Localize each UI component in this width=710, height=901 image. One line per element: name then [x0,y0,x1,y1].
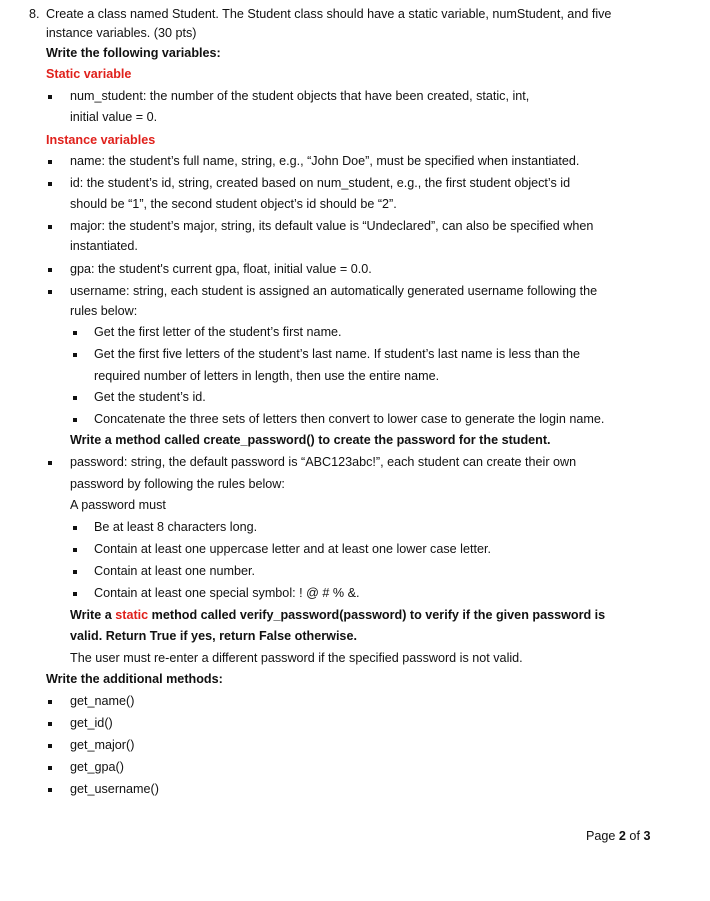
password-rule-3: Contain at least one number. [94,564,256,578]
instance-item-password-cont: password by following the rules below: [70,477,285,491]
static-item-num-student-cont: initial value = 0. [70,110,158,124]
bullet-icon [48,95,52,99]
static-item-num-student: num_student: the number of the student objects that have been created, static, int, [70,89,530,103]
password-rule-2: Contain at least one uppercase letter and at least one lower case letter. [94,542,491,556]
password-must-label: A password must [70,498,166,512]
write-variables-heading: Write the following variables: [46,46,221,60]
static-variable-heading: Static variable [46,67,132,81]
footer-of-label: of [625,829,644,843]
bullet-icon [48,766,52,770]
footer-total-pages: 3 [643,829,651,843]
instance-item-gpa: gpa: the student's current gpa, float, initial value = 0.0. [70,262,372,276]
instance-item-username: username: string, each student is assigned an automatically generated username following the [70,284,598,298]
bullet-icon [73,331,77,335]
instance-item-major: major: the student’s major, string, its default value is “Undeclared”, can also be specified when [70,219,594,233]
bullet-icon [48,290,52,294]
bullet-icon [73,353,77,357]
verify-password-instruction-cont: valid. Return True if yes, return False otherwise. [70,629,357,643]
question-number: 8. [29,7,40,21]
instance-item-id: id: the student’s id, string, created based on num_student, e.g., the first student object’s id [70,176,571,190]
username-rule-2: Get the first five letters of the student’s last name. If student’s last name is less than the [94,347,581,361]
bullet-icon [73,548,77,552]
bullet-icon [73,418,77,422]
reenter-password-note: The user must re-enter a different password if the specified password is not valid. [70,651,523,665]
verify-password-instruction [70,607,605,623]
instance-item-name: name: the student’s full name, string, e.g., “John Doe”, must be specified when instantiated. [70,154,580,168]
method-item: get_username() [70,782,159,796]
instance-item-username-cont: rules below: [70,304,138,318]
username-rule-1: Get the first letter of the student’s first name. [94,325,342,339]
username-rule-4: Concatenate the three sets of letters then convert to lower case to generate the login name. [94,412,605,426]
bullet-icon [48,160,52,164]
bullet-icon [48,182,52,186]
method-item: get_gpa() [70,760,124,774]
instance-item-major-cont: instantiated. [70,239,138,253]
bullet-icon [48,225,52,229]
instance-variables-heading: Instance variables [46,133,156,147]
page-footer [586,829,650,843]
bullet-icon [48,788,52,792]
bullet-icon [73,570,77,574]
bullet-icon [73,592,77,596]
intro-line-1: Create a class named Student. The Student class should have a static variable, numStudent, and five [46,7,612,21]
bullet-icon [48,700,52,704]
bullet-icon [48,268,52,272]
username-rule-2-cont: required number of letters in length, then use the entire name. [94,369,440,383]
method-item: get_id() [70,716,113,730]
bullet-icon [73,526,77,530]
password-rule-4: Contain at least one special symbol: ! @ # % &. [94,586,360,600]
bullet-icon [48,744,52,748]
footer-current-page: 2 [618,829,626,843]
create-password-instruction: Write a method called create_password() to create the password for the student. [70,433,551,447]
bullet-icon [48,722,52,726]
method-item: get_major() [70,738,135,752]
verify-prefix: Write a [70,608,116,622]
instance-item-id-cont: should be “1”, the second student object’s id should be “2”. [70,197,397,211]
verify-suffix: method called verify_password(password) to verify if the given password is [148,608,606,622]
additional-methods-heading: Write the additional methods: [46,672,223,686]
static-keyword: static [115,608,149,622]
bullet-icon [48,461,52,465]
bullet-icon [73,396,77,400]
method-item: get_name() [70,694,135,708]
password-rule-1: Be at least 8 characters long. [94,520,258,534]
username-rule-3: Get the student’s id. [94,390,206,404]
footer-page-label: Page [586,829,619,843]
instance-item-password: password: string, the default password is “ABC123abc!”, each student can create their own [70,455,577,469]
intro-line-2: instance variables. (30 pts) [46,26,197,40]
